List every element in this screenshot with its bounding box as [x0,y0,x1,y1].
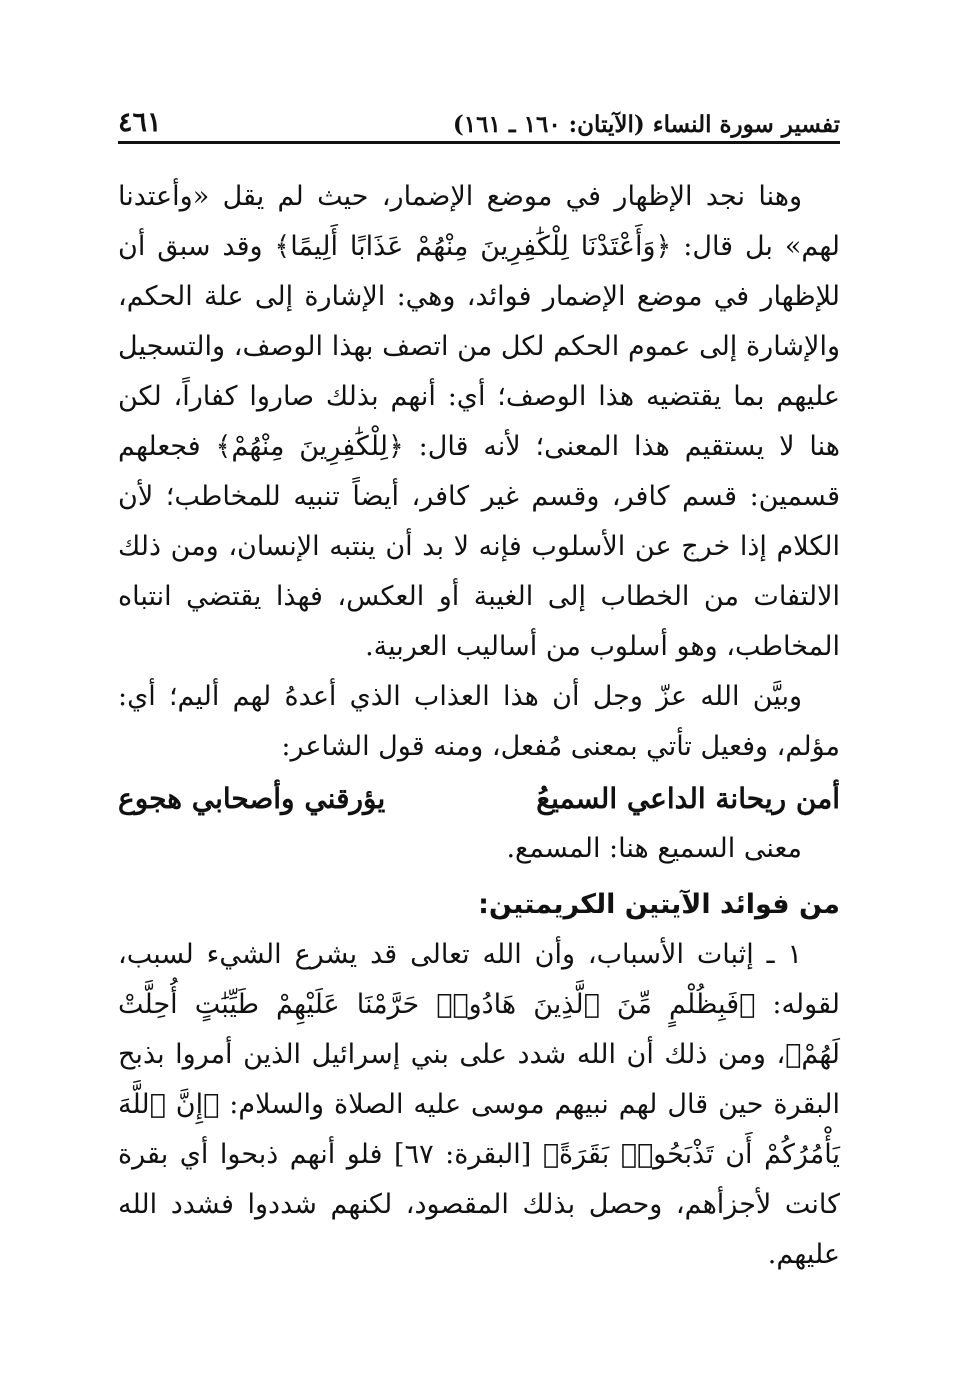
page-header [118,98,840,138]
verse-second-hemistich: يؤرقني وأصحابي هجوع [118,782,386,815]
page-number: ٤٦١ [118,107,162,138]
poetry-verse [118,774,840,824]
verse-first-hemistich: أمن ريحانة الداعي السميعُ [536,782,840,815]
paragraph: وبيَّن الله عزّ وجل أن هذا العذاب الذي أعدهُ لهم أليم؛ أي: مؤلم، وفعيل تأتي بمعنى مُفعل، ومنه قول الشاعر: [118,681,840,762]
body-text [118,172,840,1280]
paragraph: ١ ـ إثبات الأسباب، وأن الله تعالى قد يشرع الشيء لسبب، لقوله: ﴿فَبِظُلْمٍ مِّنَ ٱلَّذِينَ هَادُوا۟ حَرَّمْنَا عَلَيْهِمْ طَيِّبَٰتٍ أُحِلَّتْ لَهُمْ﴾، ومن ذلك أن الله شدد على بني إسرائيل الذين أمروا بذبح البقرة حين قال لهم نبيهم موسى عليه الصلاة والسلام: ﴿إِنَّ ٱللَّهَ يَأْمُرُكُمْ أَن تَذْبَحُوا۟ بَقَرَةً﴾ [البقرة: ٦٧] فلو أنهم ذبحوا أي بقرة كانت لأجزأهم، وحصل بذلك المقصود، لكنهم شددوا فشدد الله عليهم. [118,939,840,1270]
paragraph: معنى السميع هنا: المسمع. [506,833,802,864]
running-title: تفسير سورة النساء (الآيتان: ١٦٠ ـ ١٦١) [452,111,840,138]
section-heading: من فوائد الآيتين الكريمتين: [478,889,840,920]
header-rule [118,141,840,144]
paragraph: وهنا نجد الإظهار في موضع الإضمار، حيث لم يقل «وأعتدنا لهم» بل قال: ﴿وَأَعْتَدْنَا لِلْكَٰفِرِينَ مِنْهُمْ عَذَابًا أَلِيمًا﴾ وقد سبق أن للإظهار في موضع الإضمار فوائد، وهي: الإشارة إلى علة الحكم، والإشارة إلى عموم الحكم لكل من اتصف بهذا الوصف، والتسجيل عليهم بما يقتضيه هذا الوصف؛ أي: أنهم بذلك صاروا كفاراً، لكن هنا لا يستقيم هذا المعنى؛ لأنه قال: ﴿لِلْكَٰفِرِينَ مِنْهُمْ﴾ فجعلهم قسمين: قسم كافر، وقسم غير كافر، أيضاً تنبيه للمخاطب؛ لأن الكلام إذا خرج عن الأسلوب فإنه لا بد أن ينتبه الإنسان، ومن ذلك الالتفات من الخطاب إلى الغيبة أو العكس، فهذا يقتضي انتباه المخاطب، وهو أسلوب من أساليب العربية. [118,181,840,662]
